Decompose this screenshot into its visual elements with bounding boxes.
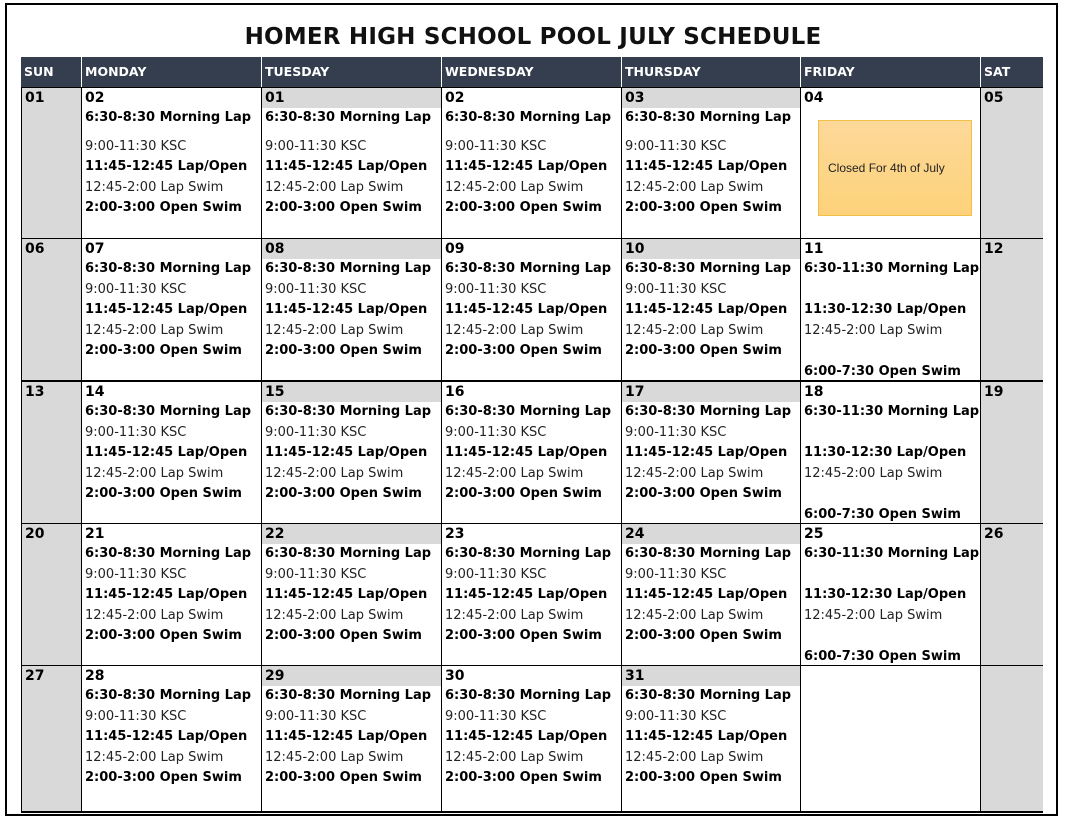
day-cell-wednesday (442, 523, 622, 665)
schedule-entry: 11:45-12:45 Lap/Open (625, 445, 788, 460)
schedule-entry: 9:00-11:30 KSC (445, 281, 547, 297)
schedule-entry: 9:00-11:30 KSC (85, 281, 187, 297)
day-cell-tuesday (262, 238, 442, 380)
date-number: 19 (984, 384, 1004, 400)
schedule-entry: 2:00-3:00 Open Swim (85, 486, 242, 501)
schedule-entry: 12:45-2:00 Lap Swim (625, 749, 764, 765)
schedule-entry: 6:30-8:30 Morning Lap (445, 261, 612, 276)
date-number: 17 (622, 382, 800, 402)
schedule-entry: 12:45-2:00 Lap Swim (85, 607, 224, 623)
schedule-entry: 9:00-11:30 KSC (265, 424, 367, 440)
date-number: 15 (262, 382, 441, 402)
schedule-entry: 11:45-12:45 Lap/Open (625, 729, 788, 744)
page-title: HOMER HIGH SCHOOL POOL JULY SCHEDULE (244, 24, 822, 50)
header-tuesday: TUESDAY (262, 57, 442, 87)
header-friday: FRIDAY (801, 57, 981, 87)
spacer (801, 423, 980, 444)
schedule-entry: 2:00-3:00 Open Swim (625, 770, 782, 785)
schedule-entry: 9:00-11:30 KSC (265, 138, 367, 154)
day-cell-wednesday (442, 665, 622, 811)
schedule-entry: 2:00-3:00 Open Swim (625, 486, 782, 501)
day-cell-thursday (622, 87, 801, 238)
day-cell-tuesday (262, 87, 442, 238)
schedule-entry: 11:30-12:30 Lap/Open (804, 445, 967, 460)
schedule-entry: 9:00-11:30 KSC (625, 281, 727, 297)
schedule-entry: 12:45-2:00 Lap Swim (265, 322, 404, 338)
schedule-entry: 9:00-11:30 KSC (85, 424, 187, 440)
schedule-entry: 6:30-8:30 Morning Lap (85, 546, 252, 561)
schedule-entry: 9:00-11:30 KSC (445, 424, 547, 440)
schedule-entry: 9:00-11:30 KSC (265, 281, 367, 297)
date-number: 07 (85, 241, 105, 257)
day-cell-monday (82, 238, 262, 380)
date-number: 30 (445, 668, 465, 684)
header-monday: MONDAY (82, 57, 262, 87)
day-cell-monday (82, 380, 262, 523)
calendar-grid (21, 57, 1043, 813)
schedule-entry: 9:00-11:30 KSC (445, 138, 547, 154)
schedule-entry: 12:45-2:00 Lap Swim (804, 322, 943, 338)
date-number: 26 (984, 526, 1004, 542)
schedule-entry: 6:30-8:30 Morning Lap (445, 404, 612, 419)
schedule-entry: 6:30-8:30 Morning Lap (265, 546, 432, 561)
schedule-entry: 9:00-11:30 KSC (265, 566, 367, 582)
date-number: 10 (622, 239, 800, 259)
schedule-entry: 2:00-3:00 Open Swim (265, 200, 422, 215)
date-number: 02 (85, 90, 105, 106)
spacer (442, 129, 621, 137)
schedule-entry: 2:00-3:00 Open Swim (265, 343, 422, 358)
day-cell-thursday (622, 665, 801, 811)
schedule-entry: 11:45-12:45 Lap/Open (265, 729, 428, 744)
schedule-entry: 11:45-12:45 Lap/Open (625, 302, 788, 317)
day-cell-wednesday (442, 238, 622, 380)
schedule-entry: 12:45-2:00 Lap Swim (804, 607, 943, 623)
schedule-entry: 12:45-2:00 Lap Swim (625, 465, 764, 481)
date-number: 03 (622, 88, 800, 108)
spacer (801, 341, 980, 362)
schedule-entry: 2:00-3:00 Open Swim (445, 200, 602, 215)
schedule-entry: 12:45-2:00 Lap Swim (85, 322, 224, 338)
schedule-entry: 12:45-2:00 Lap Swim (804, 465, 943, 481)
date-number: 29 (262, 666, 441, 686)
saturday-cell (981, 87, 1043, 238)
sunday-cell (21, 238, 82, 380)
schedule-entry: 12:45-2:00 Lap Swim (265, 607, 404, 623)
date-number: 05 (984, 90, 1004, 106)
date-number: 02 (445, 90, 465, 106)
schedule-entry: 9:00-11:30 KSC (625, 138, 727, 154)
spacer (622, 129, 800, 137)
day-cell-thursday (622, 380, 801, 523)
date-number: 22 (262, 524, 441, 544)
sunday-cell (21, 87, 82, 238)
schedule-entry: 12:45-2:00 Lap Swim (85, 749, 224, 765)
sunday-cell (21, 523, 82, 665)
date-number: 11 (804, 241, 824, 257)
header-saturday: SAT (981, 57, 1043, 87)
date-number: 16 (445, 384, 465, 400)
schedule-entry: 11:45-12:45 Lap/Open (85, 445, 248, 460)
day-cell-wednesday (442, 380, 622, 523)
day-cell-tuesday (262, 523, 442, 665)
date-number: 06 (25, 241, 45, 257)
header-thursday: THURSDAY (622, 57, 801, 87)
date-number: 18 (804, 384, 824, 400)
schedule-entry: 12:45-2:00 Lap Swim (625, 322, 764, 338)
schedule-entry: 9:00-11:30 KSC (85, 708, 187, 724)
date-number: 20 (25, 526, 45, 542)
day-cell-friday (801, 523, 981, 665)
day-cell-tuesday (262, 380, 442, 523)
date-number: 14 (85, 384, 105, 400)
schedule-entry: 2:00-3:00 Open Swim (265, 486, 422, 501)
schedule-entry: 11:45-12:45 Lap/Open (85, 587, 248, 602)
schedule-entry: 6:30-8:30 Morning Lap (85, 404, 252, 419)
schedule-entry: 9:00-11:30 KSC (445, 566, 547, 582)
schedule-entry: 11:45-12:45 Lap/Open (445, 729, 608, 744)
schedule-entry: 9:00-11:30 KSC (85, 138, 187, 154)
schedule-entry: 2:00-3:00 Open Swim (445, 343, 602, 358)
spacer (262, 129, 441, 137)
schedule-entry: 6:00-7:30 Open Swim (804, 363, 961, 379)
sunday-cell (21, 380, 82, 523)
saturday-cell (981, 523, 1043, 665)
saturday-cell (981, 238, 1043, 380)
saturday-cell (981, 380, 1043, 523)
day-cell-thursday (622, 238, 801, 380)
date-number: 21 (85, 526, 105, 542)
schedule-entry: 11:30-12:30 Lap/Open (804, 587, 967, 602)
schedule-entry: 6:30-8:30 Morning Lap (265, 404, 432, 419)
schedule-entry: 2:00-3:00 Open Swim (85, 770, 242, 785)
schedule-entry: 11:45-12:45 Lap/Open (85, 729, 248, 744)
schedule-entry: 6:30-8:30 Morning Lap (265, 261, 432, 276)
schedule-entry: 9:00-11:30 KSC (625, 424, 727, 440)
schedule-entry: 6:30-8:30 Morning Lap (625, 688, 792, 703)
schedule-entry: 2:00-3:00 Open Swim (445, 628, 602, 643)
date-number (801, 666, 980, 686)
schedule-entry: 6:30-8:30 Morning Lap (445, 688, 612, 703)
date-number: 01 (25, 90, 45, 106)
schedule-entry: 11:45-12:45 Lap/Open (265, 587, 428, 602)
date-number: 09 (445, 241, 465, 257)
schedule-entry: 2:00-3:00 Open Swim (625, 628, 782, 643)
schedule-entry: 2:00-3:00 Open Swim (445, 770, 602, 785)
schedule-entry: 6:30-8:30 Morning Lap (265, 110, 432, 125)
schedule-entry: 6:30-8:30 Morning Lap (85, 688, 252, 703)
schedule-entry: 6:30-8:30 Morning Lap (85, 261, 252, 276)
schedule-entry: 12:45-2:00 Lap Swim (265, 749, 404, 765)
schedule-entry: 6:30-8:30 Morning Lap (445, 110, 612, 125)
schedule-entry: 6:00-7:30 Open Swim (804, 648, 961, 664)
schedule-entry: 12:45-2:00 Lap Swim (445, 322, 584, 338)
saturday-cell (981, 665, 1043, 811)
date-number: 13 (25, 384, 45, 400)
schedule-entry: 12:45-2:00 Lap Swim (445, 179, 584, 195)
schedule-entry: 2:00-3:00 Open Swim (265, 770, 422, 785)
schedule-entry: 11:45-12:45 Lap/Open (625, 587, 788, 602)
schedule-entry: 11:45-12:45 Lap/Open (265, 302, 428, 317)
date-number: 12 (984, 241, 1004, 257)
schedule-entry: 6:30-8:30 Morning Lap (625, 546, 792, 561)
schedule-entry: 11:45-12:45 Lap/Open (85, 302, 248, 317)
spacer (801, 484, 980, 505)
day-cell-wednesday (442, 87, 622, 238)
schedule-entry: 12:45-2:00 Lap Swim (85, 465, 224, 481)
schedule-entry: 2:00-3:00 Open Swim (445, 486, 602, 501)
sunday-cell (21, 665, 82, 811)
schedule-entry: 2:00-3:00 Open Swim (265, 628, 422, 643)
schedule-entry: 2:00-3:00 Open Swim (625, 343, 782, 358)
spacer (801, 565, 980, 586)
schedule-entry: 11:45-12:45 Lap/Open (445, 159, 608, 174)
date-number: 08 (262, 239, 441, 259)
spacer (801, 280, 980, 301)
closed-note (818, 120, 972, 216)
schedule-entry: 12:45-2:00 Lap Swim (625, 179, 764, 195)
schedule-entry: 12:45-2:00 Lap Swim (625, 607, 764, 623)
date-number: 24 (622, 524, 800, 544)
schedule-entry: 9:00-11:30 KSC (445, 708, 547, 724)
schedule-entry: 2:00-3:00 Open Swim (85, 343, 242, 358)
schedule-entry: 11:45-12:45 Lap/Open (265, 445, 428, 460)
day-cell-monday (82, 87, 262, 238)
spacer (82, 129, 261, 137)
schedule-entry: 6:30-11:30 Morning Lap (804, 546, 980, 561)
schedule-entry: 11:45-12:45 Lap/Open (85, 159, 248, 174)
schedule-entry: 6:30-11:30 Morning Lap (804, 404, 980, 419)
schedule-entry: 6:30-11:30 Morning Lap (804, 261, 980, 276)
date-number: 28 (85, 668, 105, 684)
schedule-entry: 9:00-11:30 KSC (85, 566, 187, 582)
schedule-entry: 6:30-8:30 Morning Lap (625, 404, 792, 419)
schedule-entry: 11:45-12:45 Lap/Open (265, 159, 428, 174)
schedule-entry: 6:00-7:30 Open Swim (804, 506, 961, 522)
schedule-entry: 11:45-12:45 Lap/Open (625, 159, 788, 174)
schedule-entry: 11:45-12:45 Lap/Open (445, 302, 608, 317)
day-cell-tuesday (262, 665, 442, 811)
date-number: 23 (445, 526, 465, 542)
schedule-entry: 12:45-2:00 Lap Swim (265, 179, 404, 195)
header-wednesday: WEDNESDAY (442, 57, 622, 87)
date-number: 04 (804, 90, 824, 106)
schedule-entry: 6:30-8:30 Morning Lap (85, 110, 252, 125)
schedule-entry: 9:00-11:30 KSC (265, 708, 367, 724)
schedule-entry: 6:30-8:30 Morning Lap (265, 688, 432, 703)
schedule-entry: 6:30-8:30 Morning Lap (625, 110, 792, 125)
schedule-entry: 6:30-8:30 Morning Lap (625, 261, 792, 276)
day-cell-thursday (622, 523, 801, 665)
day-cell-monday (82, 523, 262, 665)
schedule-entry: 12:45-2:00 Lap Swim (445, 749, 584, 765)
schedule-entry: 12:45-2:00 Lap Swim (445, 465, 584, 481)
schedule-entry: 11:45-12:45 Lap/Open (445, 445, 608, 460)
schedule-entry: 9:00-11:30 KSC (625, 566, 727, 582)
day-cell-friday (801, 238, 981, 380)
header-sun: SUN (21, 57, 82, 87)
day-cell-friday (801, 665, 981, 811)
schedule-entry: 11:45-12:45 Lap/Open (445, 587, 608, 602)
schedule-entry: 2:00-3:00 Open Swim (625, 200, 782, 215)
date-number: 27 (25, 668, 45, 684)
date-number: 01 (262, 88, 441, 108)
spacer (801, 626, 980, 647)
day-cell-friday (801, 87, 981, 238)
schedule-entry: 2:00-3:00 Open Swim (85, 200, 242, 215)
schedule-entry: 2:00-3:00 Open Swim (85, 628, 242, 643)
schedule-entry: 11:30-12:30 Lap/Open (804, 302, 967, 317)
date-number: 31 (622, 666, 800, 686)
schedule-entry: 12:45-2:00 Lap Swim (445, 607, 584, 623)
schedule-entry: 6:30-8:30 Morning Lap (445, 546, 612, 561)
closed-note-text: Closed For 4th of July (828, 161, 945, 175)
day-cell-monday (82, 665, 262, 811)
date-number (981, 666, 1043, 686)
schedule-entry: 12:45-2:00 Lap Swim (265, 465, 404, 481)
date-number: 25 (804, 526, 824, 542)
schedule-entry: 12:45-2:00 Lap Swim (85, 179, 224, 195)
day-cell-friday (801, 380, 981, 523)
schedule-entry: 9:00-11:30 KSC (625, 708, 727, 724)
